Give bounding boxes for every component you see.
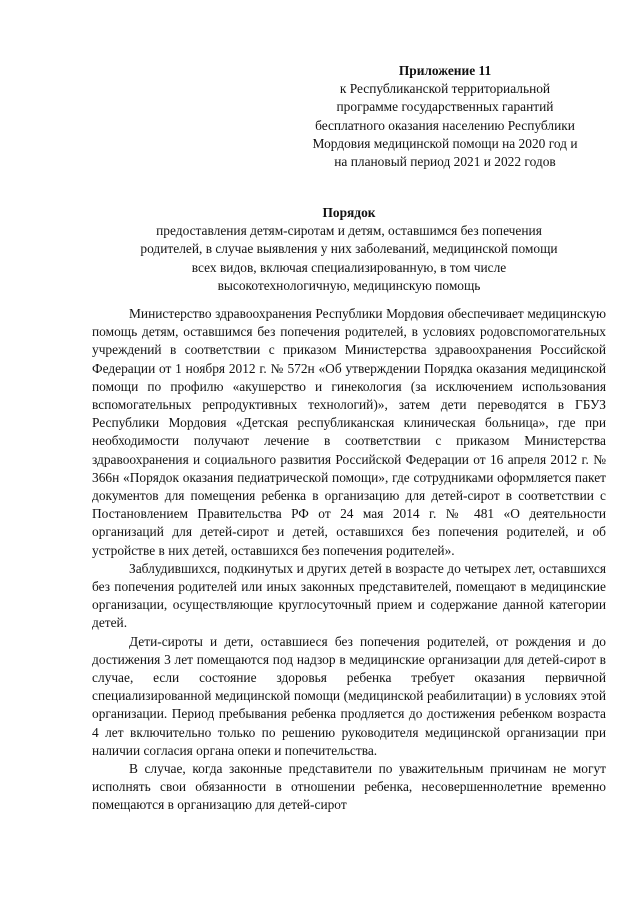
appendix-line: программе государственных гарантий bbox=[336, 99, 554, 115]
appendix-line: к Республиканской территориальной bbox=[339, 81, 551, 97]
order-title: Порядок bbox=[322, 205, 376, 220]
appendix-header bbox=[284, 62, 606, 171]
order-heading bbox=[92, 204, 606, 295]
body-paragraph: В случае, когда законные представители по уважительным причинам не могут исполнять свои обязанности в отношении ребенка, несовершеннолетние временно помещаются в организацию для детей-сирот bbox=[92, 761, 606, 813]
appendix-line: бесплатного оказания населению Республики bbox=[315, 117, 575, 133]
body-paragraph: Заблудившихся, подкинутых и других детей в возрасте до четырех лет, оставшихся без попечения родителей или иных законных представителей, помещают в медицинские организации, осуществляющие круглосуточный прием и содержание данной категории детей. bbox=[92, 560, 606, 631]
appendix-line: на плановый период 2021 и 2022 годов bbox=[334, 154, 556, 170]
body-paragraph: Министерство здравоохранения Республики Мордовия обеспечивает медицинскую помощь детям, оставшимся без попечения родителей, в условиях родовспомогательных учреждений в соответствии с приказом Министерства здравоохранения Российской Федерации от 1 ноября 2012 г. № 572н «Об утверждении Порядка оказания медицинской помощи по профилю «акушерство и гинекология (за исключением использования вспомогательных репродуктивных технологий)», затем дети переводятся в ГБУЗ Республики Мордовия «Детская республиканская клиническая больница», где при необходимости получают лечение в соответствии с приказом Министерства здравоохранения и социального развития Российской Федерации от 16 апреля 2012 г. № 366н «Порядок оказания педиатрической помощи», где сотрудниками оформляется пакет документов для помещения ребенка в организацию для детей-сирот в соответствии с Постановлением Правительства РФ от 24 мая 2014 г. № 481 «О деятельности организаций для детей-сирот и детей, оставшихся без попечения родителей, и об устройстве в них детей, оставшихся без попечения родителей». bbox=[92, 306, 606, 558]
document-body bbox=[92, 305, 606, 815]
order-subtitle-line: предоставления детям-сиротам и детям, оставшимся без попечения bbox=[156, 223, 542, 239]
order-subtitle-line: всех видов, включая специализированную, в том числе bbox=[191, 259, 507, 275]
order-subtitle-line: родителей, в случае выявления у них заболеваний, медицинской помощи bbox=[140, 241, 558, 257]
appendix-line: Мордовия медицинской помощи на 2020 год и bbox=[312, 135, 578, 151]
appendix-title: Приложение 11 bbox=[398, 63, 492, 78]
body-paragraph: Дети-сироты и дети, оставшиеся без попечения родителей, от рождения и до достижения 3 лет помещаются под надзор в медицинские организации для детей-сирот в случае, если состояние здоровья ребенка требует оказания первичной специализированной медицинской помощи (медицинской реабилитации) в условиях этой организации. Период пребывания ребенка продляется до достижения ребенком возраста 4 лет включительно только по решению руководителя медицинской организации при наличии согласия органа опеки и попечительства. bbox=[92, 633, 606, 758]
order-subtitle-line: высокотехнологичную, медицинскую помощь bbox=[217, 277, 481, 293]
